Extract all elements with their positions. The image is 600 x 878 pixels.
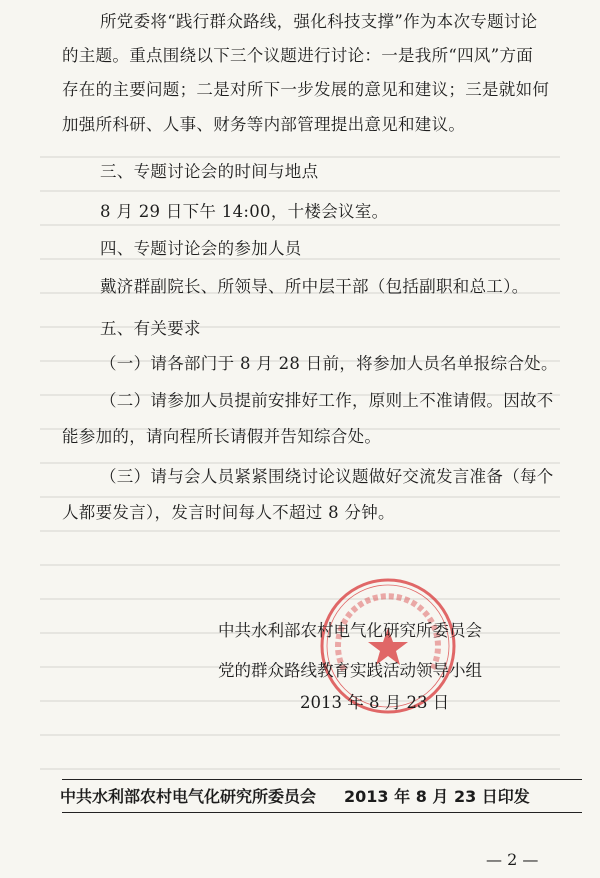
signature-date: 2013 年 8 月 23 日 <box>300 693 450 712</box>
section-text: 戴济群副院长、所领导、所中层干部（包括副职和总工）。 <box>100 277 529 296</box>
requirement-item: 能参加的，请向程所长请假并告知综合处。 <box>62 427 382 446</box>
footer-bottom-rule <box>62 812 582 813</box>
requirement-item: （二）请参加人员提前安排好工作，原则上不准请假。因故不 <box>100 391 554 410</box>
requirement-item: （三）请与会人员紧紧围绕讨论议题做好交流发言准备（每个 <box>100 467 554 486</box>
paragraph-line: 加强所科研、人事、财务等内部管理提出意见和建议。 <box>62 115 466 134</box>
section-heading: 五、有关要求 <box>100 319 201 338</box>
paragraph-line: 所党委将“践行群众路线，强化科技支撑”作为本次专题讨论 <box>100 12 538 31</box>
section-heading: 三、专题讨论会的时间与地点 <box>100 162 319 181</box>
signature-group: 党的群众路线教育实践活动领导小组 <box>218 661 482 680</box>
footer-issue-line <box>60 786 580 808</box>
paragraph-line: 的主题。重点围绕以下三个议题进行讨论：一是我所“四风”方面 <box>62 46 534 65</box>
footer-top-rule <box>62 779 582 780</box>
section-heading: 四、专题讨论会的参加人员 <box>100 239 302 258</box>
requirement-item: 人都要发言），发言时间每人不超过 8 分钟。 <box>62 503 395 522</box>
requirement-item: （一）请各部门于 8 月 28 日前，将参加人员名单报综合处。 <box>100 354 558 373</box>
paragraph-line: 存在的主要问题；二是对所下一步发展的意见和建议；三是就如何 <box>62 80 550 99</box>
footer-issued-date: 2013 年 8 月 23 日印发 <box>344 787 530 806</box>
footer-issuer: 中共水利部农村电气化研究所委员会 <box>60 787 317 806</box>
section-text: 8 月 29 日下午 14:00，十楼会议室。 <box>100 202 389 221</box>
page-number: — 2 — <box>486 850 539 869</box>
signature-org: 中共水利部农村电气化研究所委员会 <box>218 621 482 640</box>
